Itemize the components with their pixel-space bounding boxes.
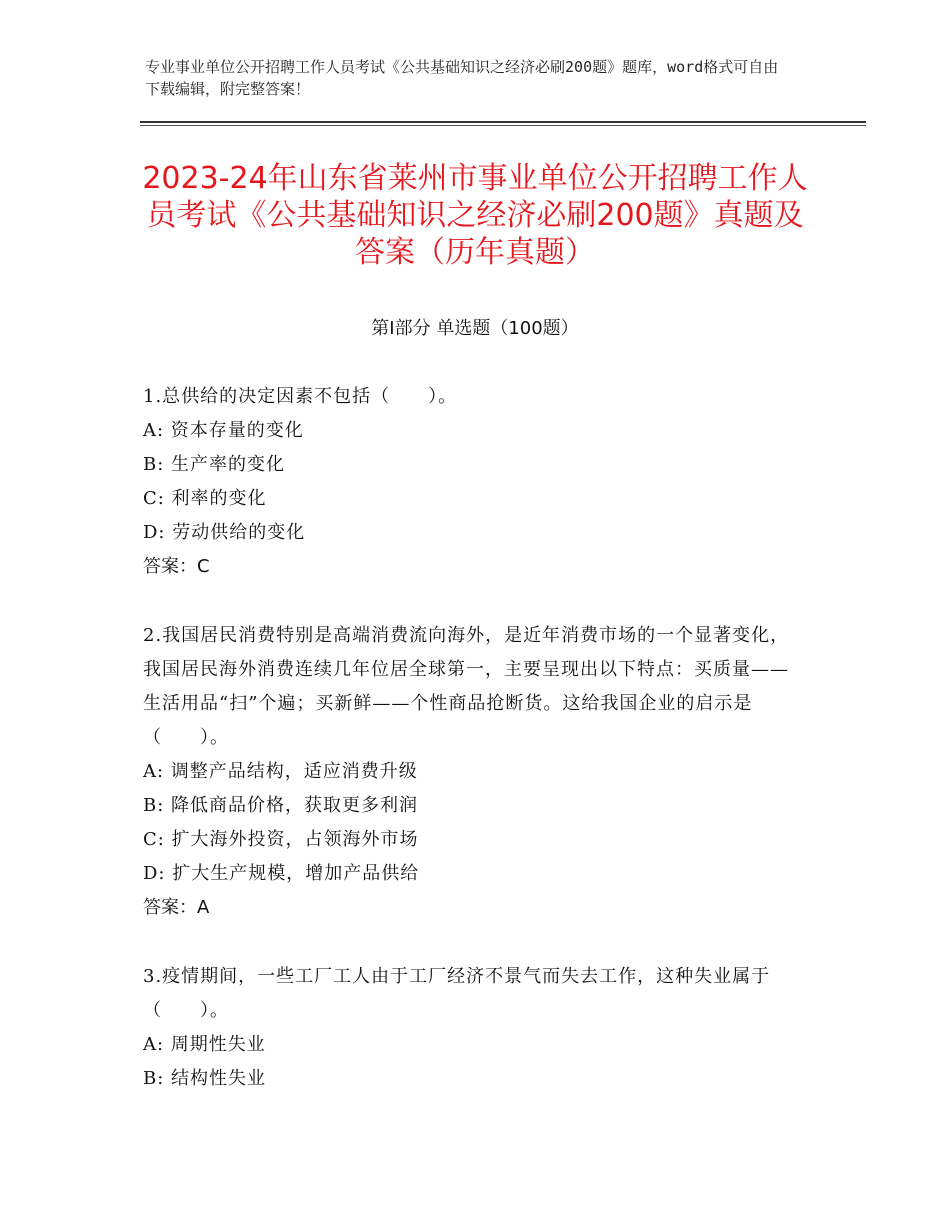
document-title: 2023-24年山东省莱州市事业单位公开招聘工作人员考试《公共基础知识之经济必刷200题》真题及答案（历年真题）: [142, 161, 808, 270]
option-d: D: 劳动供给的变化: [143, 522, 306, 543]
option-b: B: 结构性失业: [143, 1068, 267, 1089]
option-a: A: 资本存量的变化: [143, 420, 304, 441]
option-b: B: 生产率的变化: [143, 454, 286, 475]
question-stem: 1.总供给的决定因素不包括（ ）。: [143, 386, 458, 407]
question-1: [143, 380, 803, 584]
option-c: C: 利率的变化: [143, 488, 267, 509]
option-a: A: 周期性失业: [143, 1034, 266, 1055]
header-note: 专业事业单位公开招聘工作人员考试《公共基础知识之经济必刷200题》题库，word格式可自由下载编辑，附完整答案！: [145, 58, 779, 98]
option-b: B: 降低商品价格，获取更多利润: [143, 795, 419, 816]
question-stem: 3.疫情期间，一些工厂工人由于工厂经济不景气而失去工作，这种失业属于（ ）。: [143, 966, 771, 1021]
option-a: A: 调整产品结构，适应消费升级: [143, 761, 418, 782]
header-divider-thin: [140, 125, 866, 126]
question-3: [143, 960, 803, 1096]
option-c: C: 扩大海外投资，占领海外市场: [143, 829, 419, 850]
answer-label: 答案：A: [143, 897, 210, 918]
option-d: D: 扩大生产规模，增加产品供给: [143, 863, 420, 884]
header-divider-thick: [140, 121, 866, 123]
question-2: [143, 619, 803, 925]
question-stem: 2.我国居民消费特别是高端消费流向海外，是近年消费市场的一个显著变化，我国居民海外消费连续几年位居全球第一，主要呈现出以下特点：买质量——生活用品“扫”个遍；买新鲜——个性商品抢断货。这给我国企业的启示是（ ）。: [143, 625, 790, 748]
section-title: 第Ⅰ部分 单选题（100题）: [371, 318, 579, 339]
answer-label: 答案：C: [143, 556, 210, 577]
